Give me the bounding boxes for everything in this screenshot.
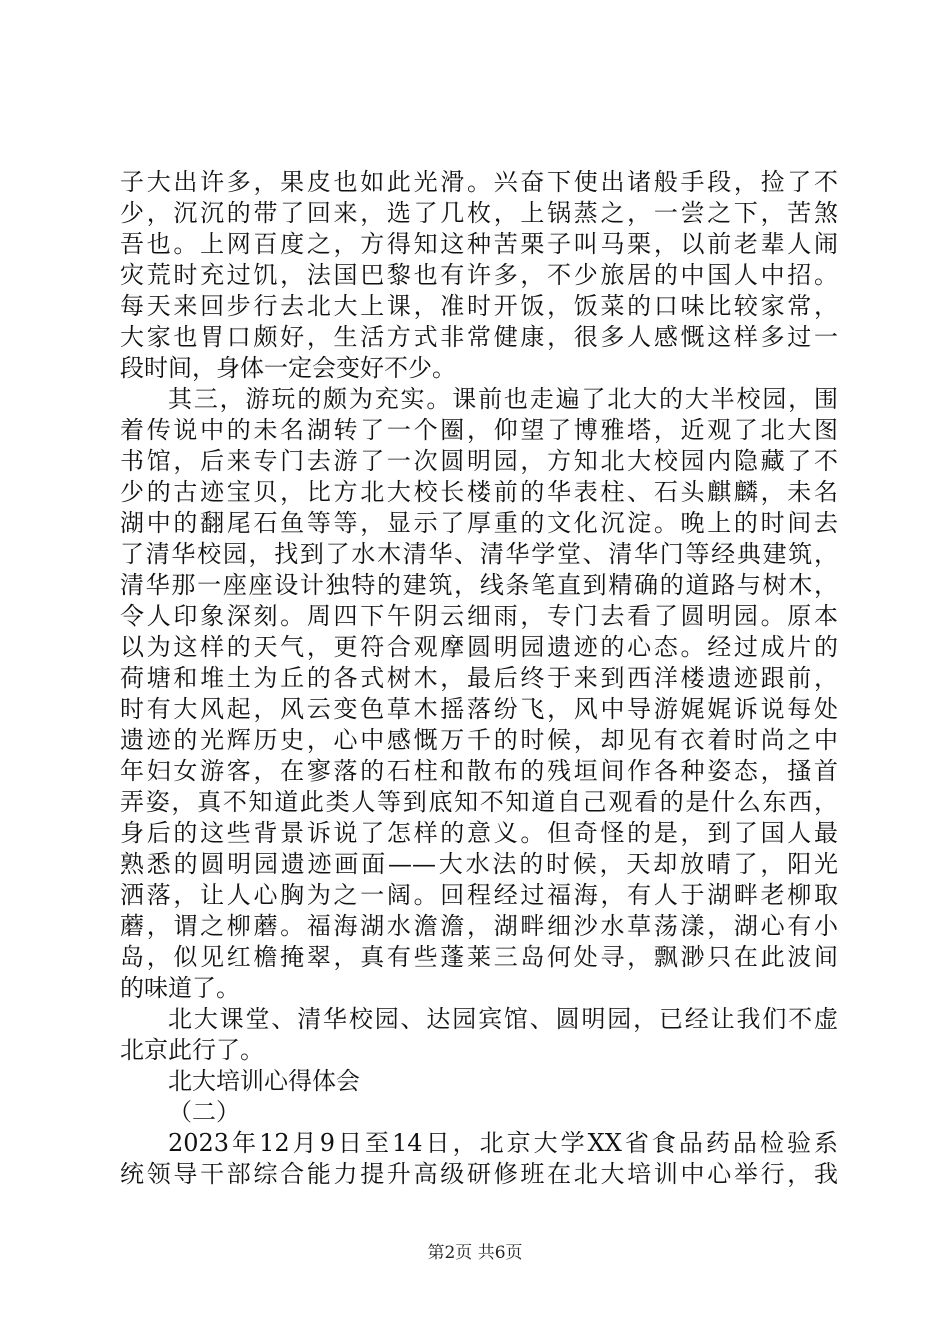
text-line: 段时间，身体一定会变好不少。	[120, 354, 456, 382]
section-heading: 北大培训心得体会	[168, 1067, 360, 1095]
text-line: 少，沉沉的带了回来，选了几枚，上锅蒸之，一尝之下，苦煞	[120, 199, 838, 227]
body-text	[120, 167, 838, 1190]
text-line: 熟悉的圆明园遗迹画面——大水法的时候，天却放晴了，阳光	[120, 850, 838, 878]
paragraph	[120, 1004, 838, 1066]
text-line: 少的古迹宝贝，比方北大校长楼前的华表柱、石头麒麟，未名	[120, 478, 838, 506]
text-line: 洒落，让人心胸为之一阔。回程经过福海，有人于湖畔老柳取	[120, 881, 838, 909]
paragraph	[120, 167, 838, 384]
text-line: 着传说中的未名湖转了一个圈，仰望了博雅塔，近观了北大图	[120, 416, 838, 444]
paragraph	[120, 1128, 838, 1190]
page-number: 第2页 共6页	[427, 1243, 523, 1263]
text-line: 年妇女游客，在寥落的石柱和散布的残垣间作各种姿态，搔首	[120, 757, 838, 785]
text-line: 大家也胃口颇好，生活方式非常健康，很多人感慨这样多过一	[120, 323, 838, 351]
text-line: 令人印象深刻。周四下午阴云细雨，专门去看了圆明园。原本	[120, 602, 838, 630]
text-line: 北大课堂、清华校园、达园宾馆、圆明园，已经让我们不虚	[168, 1005, 838, 1033]
text-line: 其三，游玩的颇为充实。课前也走遍了北大的大半校园，围	[168, 385, 838, 413]
text-line: 弄姿，真不知道此类人等到底知不知道自己观看的是什么东西，	[120, 788, 838, 816]
text-line: 每天来回步行去北大上课，准时开饭，饭菜的口味比较家常，	[120, 292, 838, 320]
section-subheading: （二）	[168, 1098, 240, 1126]
text-line: 清华那一座座设计独特的建筑，线条笔直到精确的道路与树木，	[120, 571, 838, 599]
paragraph	[120, 384, 838, 1004]
text-line: 子大出许多，果皮也如此光滑。兴奋下使出诸般手段，捡了不	[120, 168, 838, 196]
text-line: 的味道了。	[120, 974, 240, 1002]
text-line: 时有大风起，风云变色草木摇落纷飞，风中导游娓娓诉说每处	[120, 695, 838, 723]
text-line: 以为这样的天气，更符合观摩圆明园遗迹的心态。经过成片的	[120, 633, 838, 661]
text-line: 北京此行了。	[120, 1036, 264, 1064]
text-line: 身后的这些背景诉说了怎样的意义。但奇怪的是，到了国人最	[120, 819, 838, 847]
text-line: 了清华校园，找到了水木清华、清华学堂、清华门等经典建筑，	[120, 540, 838, 568]
text-line: 荷塘和堆土为丘的各式树木，最后终于来到西洋楼遗迹跟前，	[120, 664, 838, 692]
text-line: 吾也。上网百度之，方得知这种苦栗子叫马栗，以前老辈人闹	[120, 230, 838, 258]
text-line: 统领导干部综合能力提升高级研修班在北大培训中心举行，我	[120, 1160, 838, 1188]
text-line: 遗迹的光辉历史，心中感慨万千的时候，却见有衣着时尚之中	[120, 726, 838, 754]
text-line: 蘑，谓之柳蘑。福海湖水澹澹，湖畔细沙水草荡漾，湖心有小	[120, 912, 838, 940]
text-line: 岛，似见红檐掩翠，真有些蓬莱三岛何处寻，飘渺只在此波间	[120, 943, 838, 971]
text-line: 湖中的翻尾石鱼等等，显示了厚重的文化沉淀。晚上的时间去	[120, 509, 838, 537]
text-line: 2023年12月9日至14日，北京大学XX省食品药品检验系	[168, 1129, 838, 1157]
text-line: 灾荒时充过饥，法国巴黎也有许多，不少旅居的中国人中招。	[120, 261, 838, 289]
text-line: 书馆，后来专门去游了一次圆明园，方知北大校园内隐藏了不	[120, 447, 838, 475]
